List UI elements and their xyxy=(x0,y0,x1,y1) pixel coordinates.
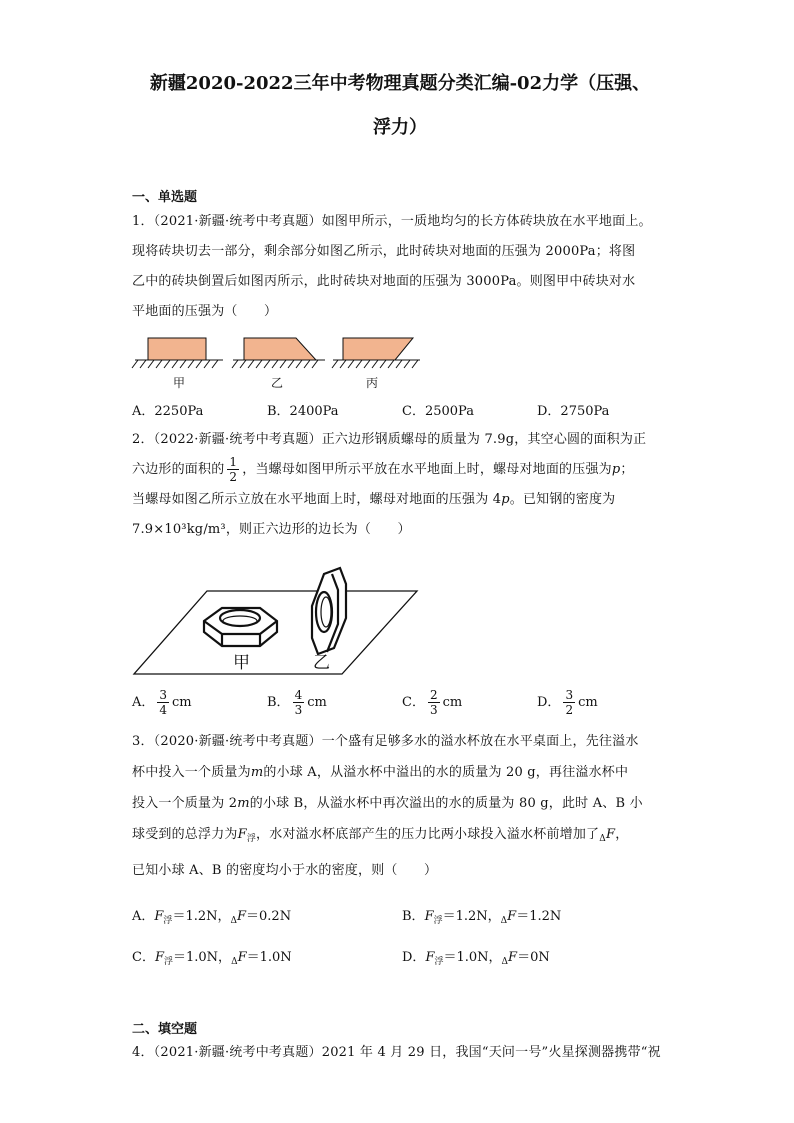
q2-figure-label-jia: 甲 xyxy=(233,653,250,673)
subscript-fu: 浮 xyxy=(163,957,173,967)
option-value-1: ＝1.0N， xyxy=(443,950,502,965)
q3-line-3 xyxy=(132,788,662,819)
option-value-2: ＝0.2N xyxy=(246,909,292,924)
symbol-delta: Δ xyxy=(231,957,238,967)
symbol-F: F xyxy=(424,909,434,924)
q2-line-3 xyxy=(132,485,662,515)
option-fraction xyxy=(293,688,305,717)
option-value-1: ＝1.2N， xyxy=(172,909,231,924)
fraction-denominator: 4 xyxy=(159,703,168,717)
question-4-text xyxy=(132,1038,662,1068)
q3-line-1: 3．（2020·新疆·统考中考真题）一个盛有足够多水的溢水杯放在水平桌面上，先往溢水 xyxy=(132,734,639,749)
q3-line-3a: 投入一个质量为 2 xyxy=(132,796,238,811)
subscript-fu: 浮 xyxy=(163,916,173,926)
section-heading-single-choice: 一、单选题 xyxy=(132,190,198,205)
q2-line-2b: ，当螺母如图甲所示平放在水平地面上时，螺母对地面的压强为 xyxy=(242,462,612,477)
fraction-denominator: 3 xyxy=(429,703,438,717)
q3-line-2a: 杯中投入一个质量为 xyxy=(132,765,251,780)
q1-line: 平地面的压强为（ ） xyxy=(132,304,278,319)
q2-option-b[interactable] xyxy=(267,688,402,717)
option-fraction xyxy=(563,688,575,717)
q1-brick-figure xyxy=(130,330,430,375)
page-title xyxy=(120,62,680,150)
q3-line-3b: 的小球 B，从溢水杯中再次溢出的水的质量为 80 g，此时 A、B 小 xyxy=(249,796,643,811)
q1-figure-label-yi: 乙 xyxy=(271,376,284,390)
q2-line-1: 2．（2022·新疆·统考中考真题）正六边形钢质螺母的质量为 7.9g，其空心圆的面积为正 xyxy=(132,432,647,447)
section-heading-fill-blank: 二、填空题 xyxy=(132,1022,198,1037)
q1-figure-label-bing: 丙 xyxy=(366,376,379,390)
q2-line-2c: ； xyxy=(620,462,634,477)
fraction-denominator: 3 xyxy=(294,703,303,717)
q3-line-4b: ，水对溢水杯底部产生的压力比两小球投入溢水杯前增加了 xyxy=(256,827,600,842)
option-unit: cm xyxy=(578,695,598,710)
q3-line-2 xyxy=(132,757,662,788)
q2-line-3b: 。已知钢的密度为 xyxy=(509,492,616,507)
option-value-1: ＝1.0N， xyxy=(173,950,232,965)
nut-flat xyxy=(204,608,277,646)
q3-subscript-fu: 浮 xyxy=(246,834,257,844)
q2-nut-figure xyxy=(132,566,422,676)
symbol-delta: Δ xyxy=(230,916,237,926)
q1-line: 1．（2021·新疆·统考中考真题）如图甲所示，一质地均匀的长方体砖块放在水平地面上。 xyxy=(132,214,652,229)
q3-options-row-1 xyxy=(132,905,672,926)
q2-symbol-p: p xyxy=(611,462,621,477)
nut-upright xyxy=(312,568,346,654)
option-letter: A． xyxy=(132,909,155,924)
q1-figure-label-jia: 甲 xyxy=(173,376,186,390)
q3-line-4 xyxy=(132,819,662,855)
q3-options-row-2 xyxy=(132,946,672,967)
q2-options xyxy=(132,688,672,717)
brick-yi xyxy=(244,338,316,360)
fraction-numerator: 4 xyxy=(294,688,303,702)
question-2-text xyxy=(132,425,662,545)
q4-line-1: 4．（2021·新疆·统考中考真题）2021 年 4 月 29 日，我国“天问一号”火星探测器携带“祝 xyxy=(132,1045,661,1060)
q3-symbol-m: m xyxy=(250,765,264,780)
option-letter: B． xyxy=(267,695,290,710)
q2-line-2 xyxy=(132,455,662,485)
fraction-numerator: 3 xyxy=(565,688,574,702)
option-value-2: ＝1.2N xyxy=(516,909,562,924)
title-line-1: 新疆2020-2022三年中考物理真题分类汇编-02力学（压强、 xyxy=(149,73,651,94)
fraction-numerator: 3 xyxy=(159,688,168,702)
q3-line-4a: 球受到的总浮力为 xyxy=(132,827,238,842)
ground-bing xyxy=(332,360,420,368)
q1-option-a[interactable]: A．2250Pa xyxy=(132,404,204,419)
question-1-text xyxy=(132,207,662,327)
title-line-2: 浮力） xyxy=(373,117,427,138)
option-letter: C． xyxy=(402,695,425,710)
q2-option-c[interactable] xyxy=(402,688,537,717)
question-3-text xyxy=(132,726,662,886)
brick-bing xyxy=(343,338,413,360)
q2-symbol-p: p xyxy=(501,492,510,507)
fraction-denominator: 2 xyxy=(229,470,238,484)
q2-line-2a: 六边形的面积的 xyxy=(132,462,225,477)
option-fraction xyxy=(428,688,440,717)
fraction-numerator: 2 xyxy=(429,688,438,702)
q2-fraction-half xyxy=(227,455,239,484)
symbol-F: F xyxy=(507,909,517,924)
brick-jia xyxy=(148,338,206,360)
option-unit: cm xyxy=(307,695,327,710)
q1-option-d[interactable]: D．2750Pa xyxy=(537,404,610,419)
q3-option-d[interactable] xyxy=(402,946,672,967)
symbol-F: F xyxy=(237,950,247,965)
ground-yi xyxy=(232,360,325,368)
q1-option-b[interactable]: B．2400Pa xyxy=(267,404,339,419)
q3-symbol-F: F xyxy=(605,827,616,842)
q2-option-d[interactable] xyxy=(537,688,672,717)
q3-symbol-m: m xyxy=(237,796,250,811)
option-letter: A． xyxy=(132,695,155,710)
q2-line-3a: 当螺母如图乙所示立放在水平地面上时，螺母对地面的压强为 4 xyxy=(132,492,502,507)
subscript-fu: 浮 xyxy=(433,916,443,926)
q3-option-b[interactable] xyxy=(402,905,672,926)
option-value-1: ＝1.2N， xyxy=(442,909,501,924)
q1-option-c[interactable]: C．2500Pa xyxy=(402,404,474,419)
option-letter: D． xyxy=(402,950,426,965)
symbol-F: F xyxy=(154,950,164,965)
q3-line-4c: ， xyxy=(615,827,629,842)
fraction-denominator: 2 xyxy=(565,703,574,717)
q3-symbol-delta: Δ xyxy=(599,834,606,844)
option-letter: C． xyxy=(132,950,155,965)
subscript-fu: 浮 xyxy=(434,957,444,967)
q2-line-4: 7.9×10³kg/m³，则正六边形的边长为（ ） xyxy=(132,522,411,537)
option-unit: cm xyxy=(172,695,192,710)
q2-option-a[interactable] xyxy=(132,688,267,717)
q1-line: 现将砖块切去一部分，剩余部分如图乙所示，此时砖块对地面的压强为 2000Pa；将图 xyxy=(132,244,636,259)
ground-jia xyxy=(132,360,223,368)
symbol-F: F xyxy=(237,909,247,924)
symbol-F: F xyxy=(508,950,518,965)
fraction-numerator: 1 xyxy=(229,455,238,469)
q1-line: 乙中的砖块倒置后如图丙所示，此时砖块对地面的压强为 3000Pa。则图甲中砖块对水 xyxy=(132,274,636,289)
q2-figure-label-yi: 乙 xyxy=(313,653,330,673)
q3-line-5: 已知小球 A、B 的密度均小于水的密度，则（ ） xyxy=(132,863,438,878)
q3-option-a[interactable] xyxy=(132,905,402,926)
option-unit: cm xyxy=(442,695,463,710)
option-letter: B． xyxy=(402,909,425,924)
q1-options xyxy=(132,400,672,419)
option-letter: D． xyxy=(537,695,561,710)
q3-symbol-F: F xyxy=(237,827,247,842)
symbol-delta: Δ xyxy=(500,916,508,926)
q3-option-c[interactable] xyxy=(132,946,402,967)
symbol-F: F xyxy=(425,950,435,965)
symbol-F: F xyxy=(154,909,164,924)
symbol-delta: Δ xyxy=(501,957,509,967)
option-value-2: ＝1.0N xyxy=(246,950,292,965)
option-fraction xyxy=(157,688,169,717)
q3-line-2b: 的小球 A，从溢水杯中溢出的水的质量为 20 g，再往溢水杯中 xyxy=(263,765,629,780)
option-value-2: ＝0N xyxy=(517,950,550,965)
